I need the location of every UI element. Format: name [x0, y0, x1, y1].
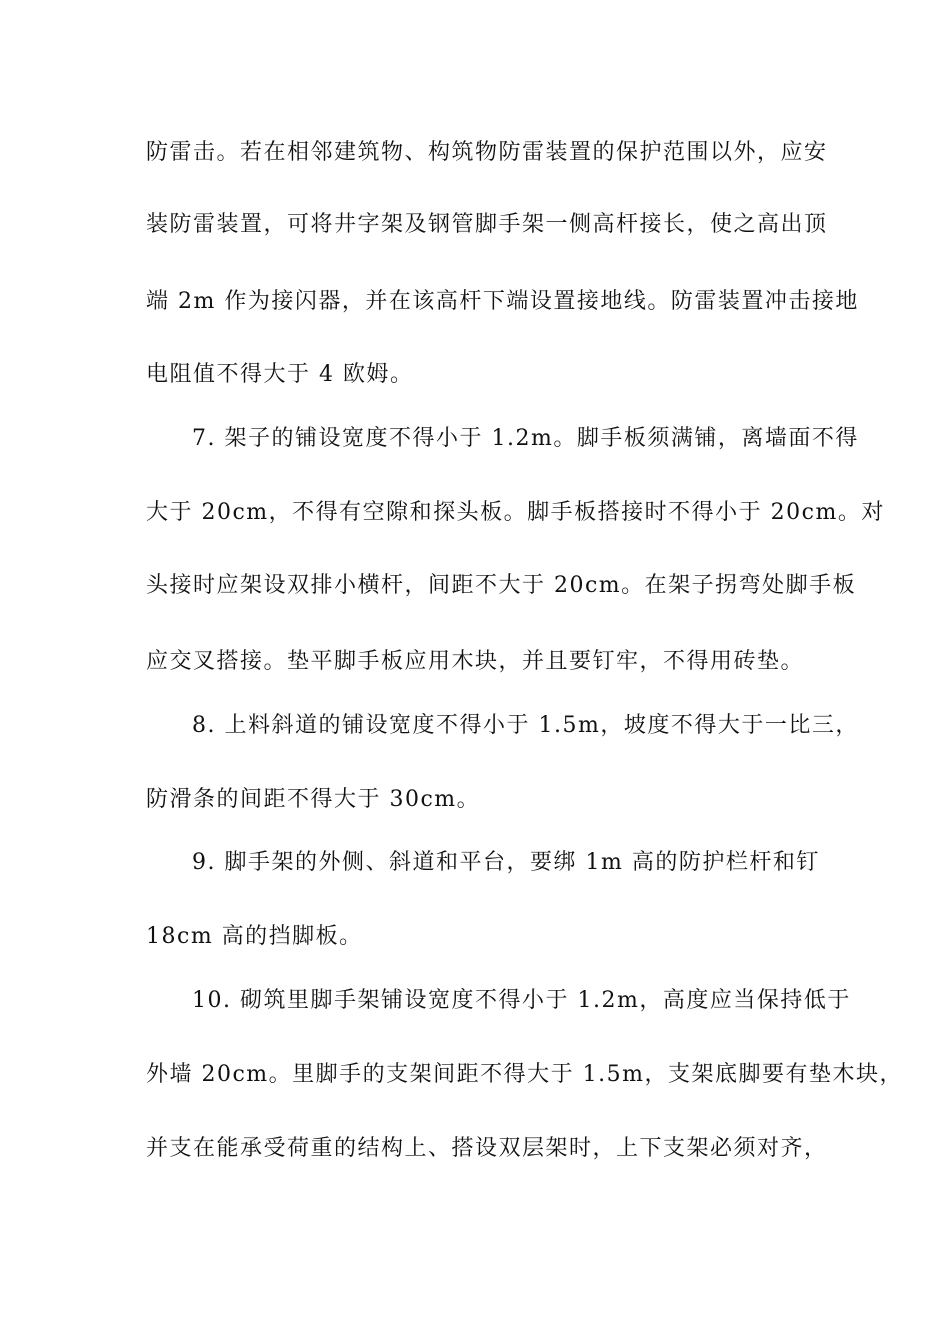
text-line: 装防雷装置，可将井字架及钢管脚手架一侧高杆接长，使之高出顶	[146, 212, 828, 237]
text-line: 头接时应架设双排小横杆，间距不大于 20cm。在架子拐弯处脚手板	[146, 573, 857, 598]
text-line: 电阻值不得大于 4 欧姆。	[146, 362, 414, 387]
paragraph-8-first-line: 8. 上料斜道的铺设宽度不得小于 1.5m，坡度不得大于一比三，	[192, 713, 859, 738]
text-line: 并支在能承受荷重的结构上、搭设双层架时，上下支架必须对齐，	[146, 1136, 828, 1161]
paragraph-10-first-line: 10. 砌筑里脚手架铺设宽度不得小于 1.2m，高度应当保持低于	[192, 988, 851, 1013]
paragraph-9-first-line: 9. 脚手架的外侧、斜道和平台，要绑 1m 高的防护栏杆和钉	[192, 850, 820, 875]
text-line: 外墙 20cm。里脚手的支架间距不得大于 1.5m，支架底脚要有垫木块，	[146, 1062, 904, 1087]
text-line: 端 2m 作为接闪器，并在该高杆下端设置接地线。防雷装置冲击接地	[146, 289, 859, 314]
text-line: 18cm 高的挡脚板。	[146, 924, 363, 949]
text-line: 应交叉搭接。垫平脚手板应用木块，并且要钉牢，不得用砖垫。	[146, 649, 805, 674]
text-line: 防滑条的间距不得大于 30cm。	[146, 787, 481, 812]
text-line: 大于 20cm，不得有空隙和探头板。脚手板搭接时不得小于 20cm。对	[146, 500, 885, 525]
paragraph-7-first-line: 7. 架子的铺设宽度不得小于 1.2m。脚手板须满铺，离墙面不得	[192, 426, 859, 451]
text-line: 防雷击。若在相邻建筑物、构筑物防雷装置的保护范围以外，应安	[146, 140, 828, 165]
